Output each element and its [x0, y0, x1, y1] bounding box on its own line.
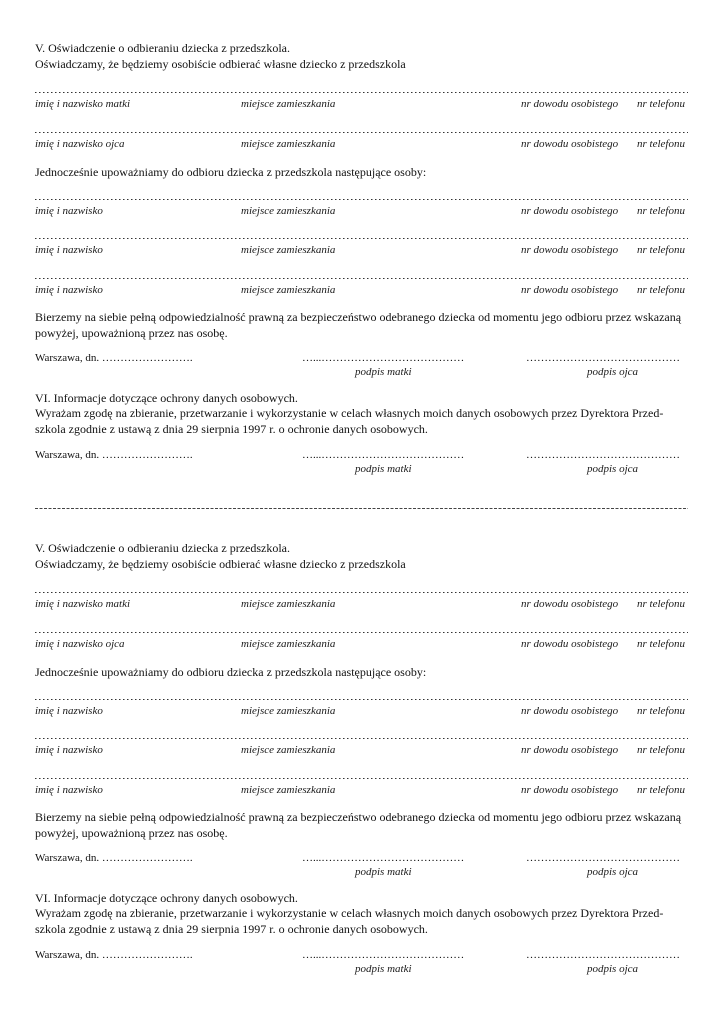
father-signature-label: podpis ojca: [587, 963, 639, 975]
fill-line: [35, 592, 688, 593]
mother-signature-label: podpis matki: [355, 463, 412, 475]
person-name-label: imię i nazwisko: [35, 784, 103, 796]
father-row: [0, 632, 725, 652]
mother-signature-label: podpis matki: [355, 366, 412, 378]
consent-signature-block: [0, 449, 725, 479]
consent-text-line-2: szkola zgodnie z ustawą z dnia 29 sierpnia 1997 r. o ochronie danych osobowych.: [35, 922, 428, 936]
person-phone-label: nr telefonu: [637, 744, 685, 756]
place-date-field: Warszawa, dn. …………………….: [35, 949, 193, 961]
mother-name-label: imię i nazwisko matki: [35, 598, 131, 610]
person-phone-label: nr telefonu: [637, 284, 685, 296]
father-phone-label: nr telefonu: [637, 138, 685, 150]
mother-row: [0, 92, 725, 112]
authorized-person-row-2: [0, 238, 725, 258]
father-signature-label: podpis ojca: [587, 366, 639, 378]
mother-name-label: imię i nazwisko matki: [35, 98, 131, 110]
fill-line: [35, 278, 688, 279]
authorized-person-row-2: [0, 738, 725, 758]
place-date-field: Warszawa, dn. …………………….: [35, 449, 193, 461]
declaration-signature-block: [0, 852, 725, 882]
data-protection-title: VI. Informacje dotyczące ochrony danych osobowych.: [35, 891, 298, 905]
person-phone-label: nr telefonu: [637, 205, 685, 217]
fill-line: [35, 199, 688, 200]
declaration-intro: Oświadczamy, że będziemy osobiście odbierać własne dziecko z przedszkola: [35, 57, 406, 71]
mother-address-label: miejsce zamieszkania: [241, 598, 336, 610]
father-id-card-label: nr dowodu osobistego: [521, 138, 619, 150]
mother-id-card-label: nr dowodu osobistego: [521, 98, 619, 110]
declaration-title: V. Oświadczenie o odbieraniu dziecka z przedszkola.: [35, 541, 291, 555]
authorized-person-row-3: [0, 778, 725, 798]
fill-line: [35, 132, 688, 133]
fill-line: [35, 699, 688, 700]
person-id-card-label: nr dowodu osobistego: [521, 244, 619, 256]
consent-text-line-2: szkola zgodnie z ustawą z dnia 29 sierpnia 1997 r. o ochronie danych osobowych.: [35, 422, 428, 436]
person-address-label: miejsce zamieszkania: [241, 705, 336, 717]
responsibility-text-line-1: Bierzemy na siebie pełną odpowiedzialność prawną za bezpieczeństwo odebranego dziecka od momentu jego odbioru przez wskazaną: [35, 310, 682, 324]
data-protection-title: VI. Informacje dotyczące ochrony danych osobowych.: [35, 391, 298, 405]
declaration-intro: Oświadczamy, że będziemy osobiście odbierać własne dziecko z przedszkola: [35, 557, 406, 571]
person-name-label: imię i nazwisko: [35, 205, 103, 217]
father-signature-label: podpis ojca: [587, 866, 639, 878]
person-address-label: miejsce zamieszkania: [241, 284, 336, 296]
place-date-field: Warszawa, dn. …………………….: [35, 852, 193, 864]
father-address-label: miejsce zamieszkania: [241, 638, 336, 650]
consent-signature-block: [0, 949, 725, 979]
authorization-intro: Jednocześnie upoważniamy do odbioru dziecka z przedszkola następujące osoby:: [35, 165, 427, 179]
father-signature-label: podpis ojca: [587, 463, 639, 475]
person-name-label: imię i nazwisko: [35, 705, 103, 717]
form-copy-1: [0, 0, 725, 500]
person-id-card-label: nr dowodu osobistego: [521, 205, 619, 217]
declaration-signature-block: [0, 352, 725, 382]
fill-line: [35, 778, 688, 779]
mother-signature-line: …...…………………………………: [302, 949, 465, 961]
form-copy-2: [0, 500, 725, 1000]
authorization-intro: Jednocześnie upoważniamy do odbioru dziecka z przedszkola następujące osoby:: [35, 665, 427, 679]
responsibility-text-line-1: Bierzemy na siebie pełną odpowiedzialność prawną za bezpieczeństwo odebranego dziecka od momentu jego odbioru przez wskazaną: [35, 810, 682, 824]
person-name-label: imię i nazwisko: [35, 744, 103, 756]
person-address-label: miejsce zamieszkania: [241, 205, 336, 217]
responsibility-text-line-2: powyżej, upoważnioną przez nas osobę.: [35, 326, 228, 340]
mother-signature-label: podpis matki: [355, 963, 412, 975]
authorized-person-row-1: [0, 199, 725, 219]
father-phone-label: nr telefonu: [637, 638, 685, 650]
fill-line: [35, 738, 688, 739]
mother-phone-label: nr telefonu: [637, 598, 685, 610]
consent-text-line-1: Wyrażam zgodę na zbieranie, przetwarzanie i wykorzystanie w celach własnych moich danych osobowych przez Dyrektora Przed-: [35, 906, 664, 920]
person-address-label: miejsce zamieszkania: [241, 244, 336, 256]
father-signature-line: ……………………………………: [526, 949, 680, 961]
authorized-person-row-1: [0, 699, 725, 719]
mother-signature-line: …...…………………………………: [302, 449, 465, 461]
declaration-title: V. Oświadczenie o odbieraniu dziecka z przedszkola.: [35, 41, 291, 55]
person-phone-label: nr telefonu: [637, 784, 685, 796]
father-signature-line: ……………………………………: [526, 449, 680, 461]
father-signature-line: ……………………………………: [526, 352, 680, 364]
mother-signature-line: …...…………………………………: [302, 352, 465, 364]
person-phone-label: nr telefonu: [637, 705, 685, 717]
person-id-card-label: nr dowodu osobistego: [521, 784, 619, 796]
authorized-person-row-3: [0, 278, 725, 298]
fill-line: [35, 92, 688, 93]
person-address-label: miejsce zamieszkania: [241, 784, 336, 796]
father-name-label: imię i nazwisko ojca: [35, 138, 125, 150]
mother-address-label: miejsce zamieszkania: [241, 98, 336, 110]
father-id-card-label: nr dowodu osobistego: [521, 638, 619, 650]
person-phone-label: nr telefonu: [637, 244, 685, 256]
person-id-card-label: nr dowodu osobistego: [521, 284, 619, 296]
father-name-label: imię i nazwisko ojca: [35, 638, 125, 650]
father-signature-line: ……………………………………: [526, 852, 680, 864]
father-address-label: miejsce zamieszkania: [241, 138, 336, 150]
person-name-label: imię i nazwisko: [35, 284, 103, 296]
person-id-card-label: nr dowodu osobistego: [521, 705, 619, 717]
person-id-card-label: nr dowodu osobistego: [521, 744, 619, 756]
mother-signature-label: podpis matki: [355, 866, 412, 878]
mother-id-card-label: nr dowodu osobistego: [521, 598, 619, 610]
place-date-field: Warszawa, dn. …………………….: [35, 352, 193, 364]
father-row: [0, 132, 725, 152]
fill-line: [35, 632, 688, 633]
fill-line: [35, 238, 688, 239]
mother-row: [0, 592, 725, 612]
mother-signature-line: …...…………………………………: [302, 852, 465, 864]
responsibility-text-line-2: powyżej, upoważnioną przez nas osobę.: [35, 826, 228, 840]
consent-text-line-1: Wyrażam zgodę na zbieranie, przetwarzanie i wykorzystanie w celach własnych moich danych osobowych przez Dyrektora Przed-: [35, 406, 664, 420]
person-address-label: miejsce zamieszkania: [241, 744, 336, 756]
person-name-label: imię i nazwisko: [35, 244, 103, 256]
mother-phone-label: nr telefonu: [637, 98, 685, 110]
